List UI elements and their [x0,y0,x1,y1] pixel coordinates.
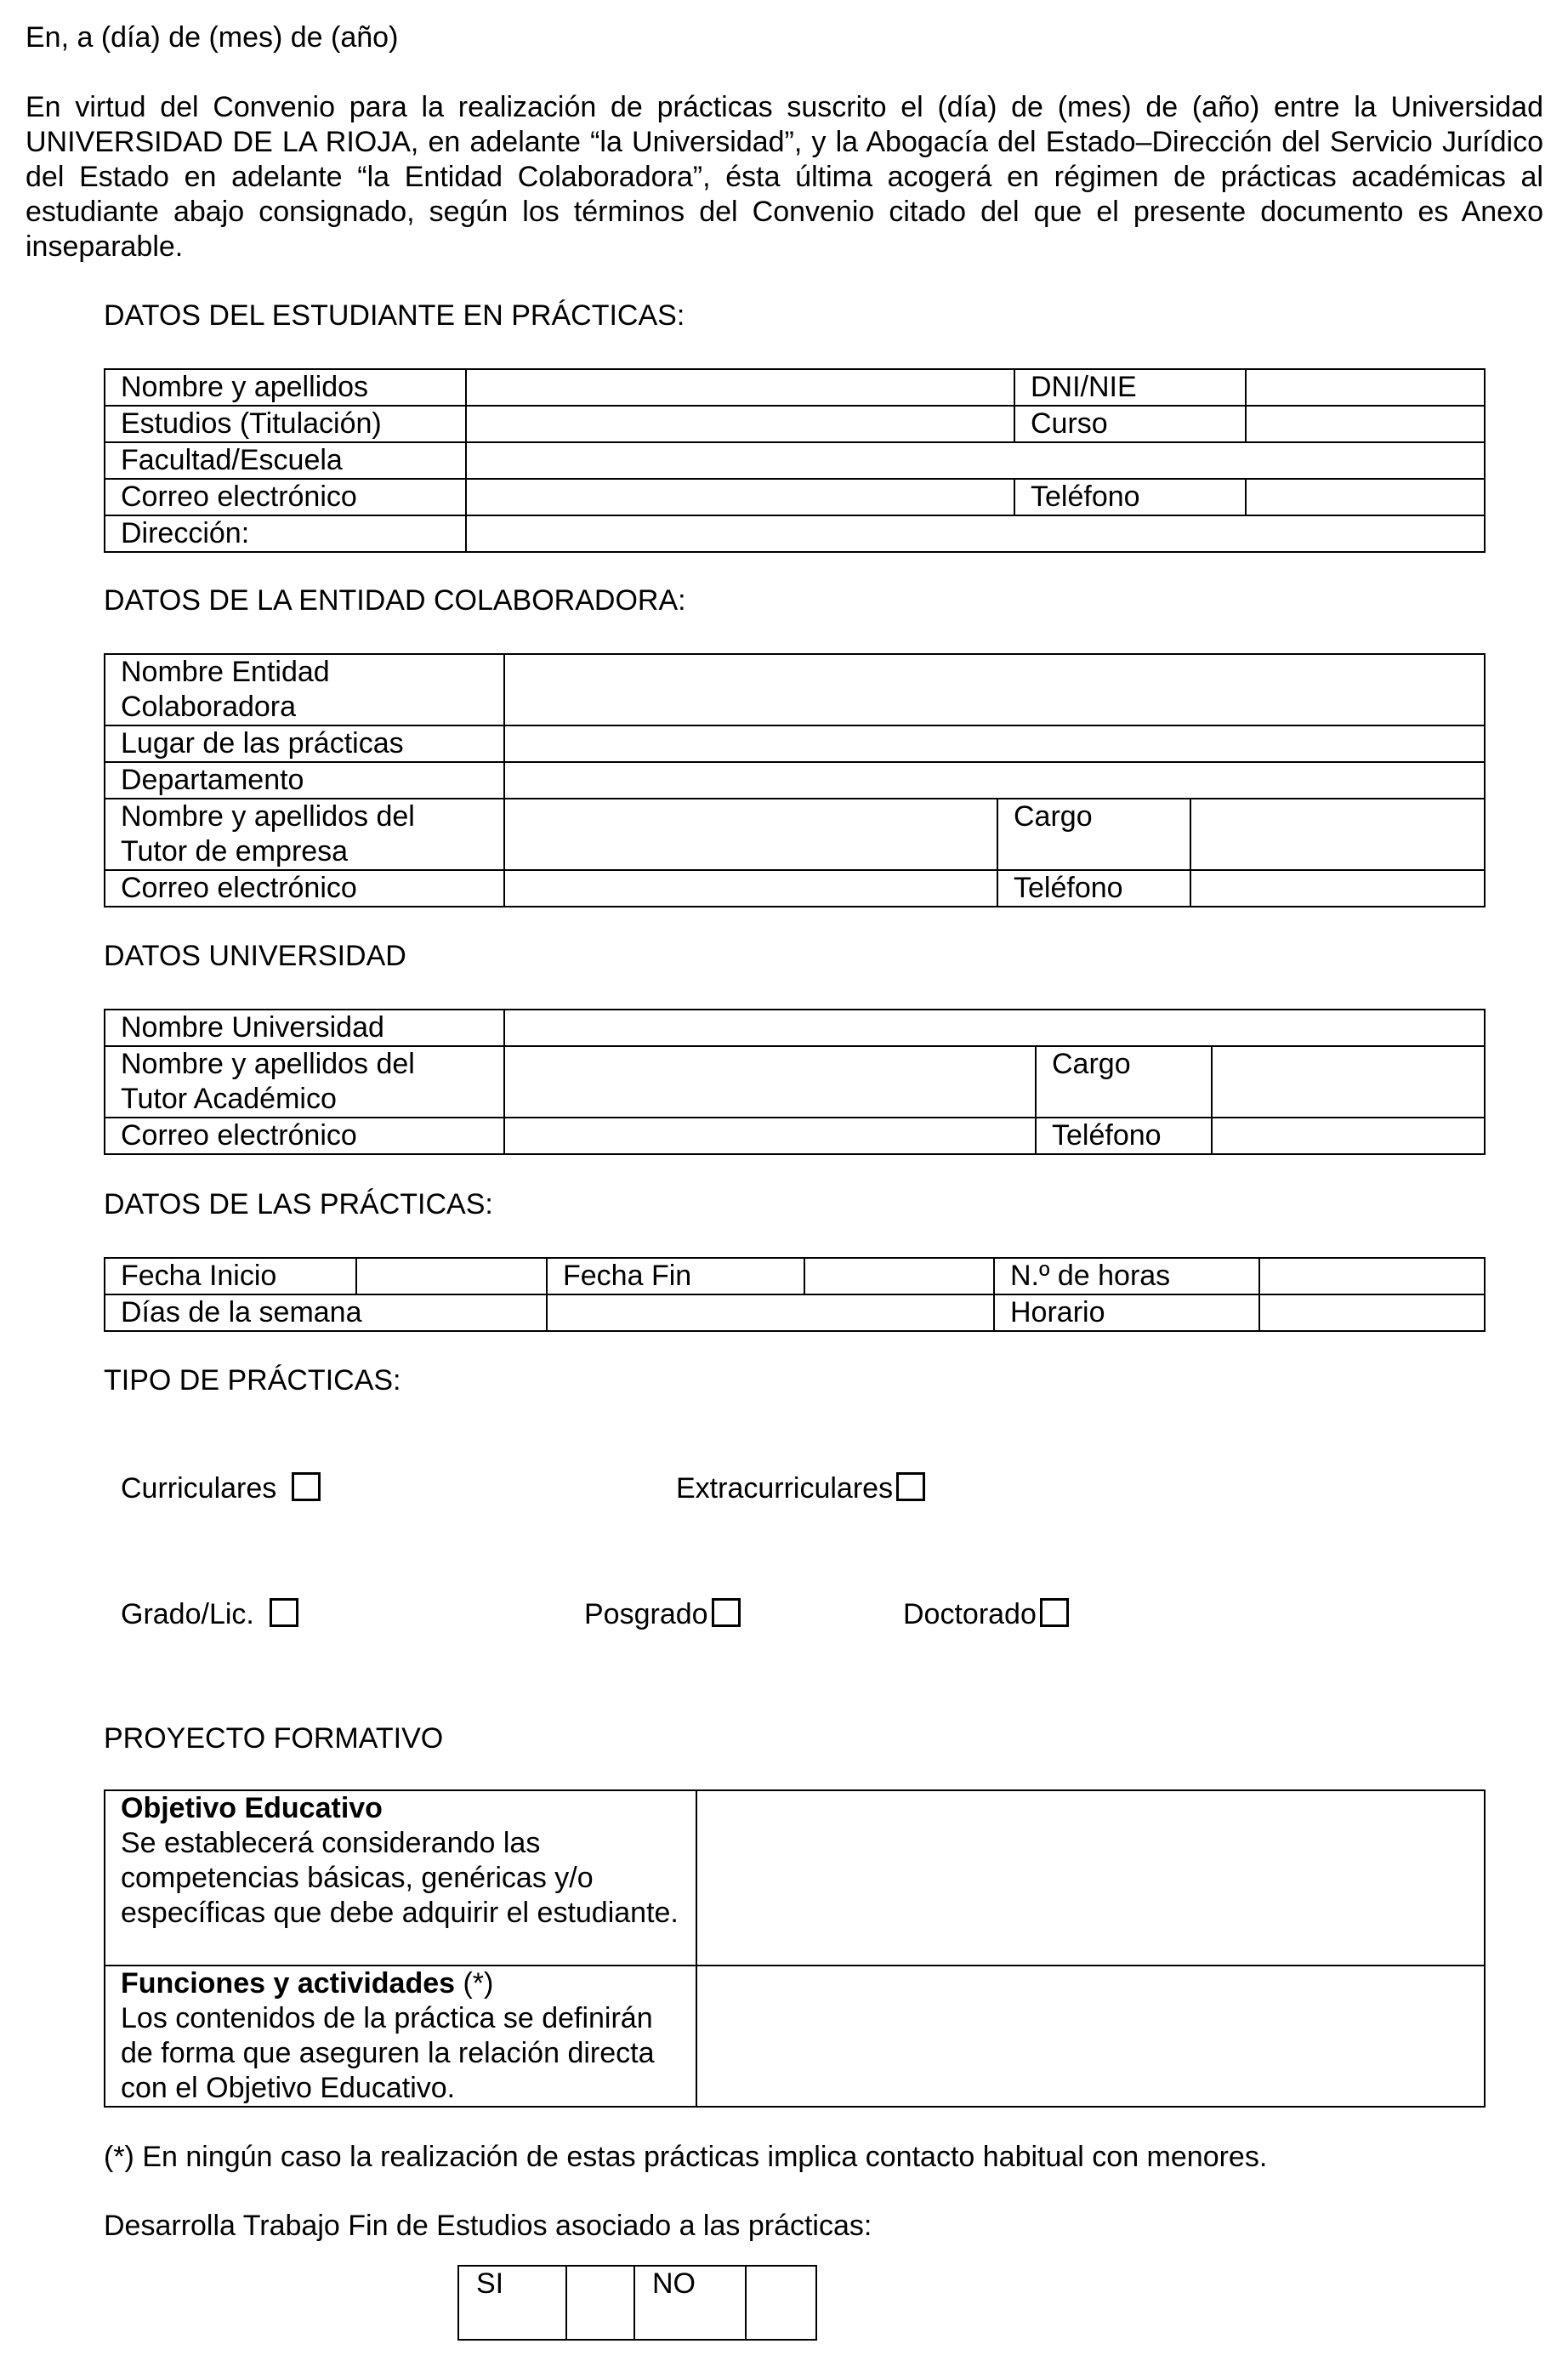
student-email-label: Correo electrónico [105,479,466,515]
weekdays-label: Días de la semana [105,1294,547,1331]
university-email-field[interactable] [504,1118,1036,1154]
objective-cell [105,1790,696,1966]
student-course-label: Curso [1014,406,1246,442]
intro-date-line: En, a (día) de (mes) de (año) [26,21,399,54]
entity-department-field[interactable] [504,762,1485,799]
internship-section-heading: DATOS DE LAS PRÁCTICAS: [104,1188,493,1220]
student-name-label: Nombre y apellidos [105,369,466,406]
entity-tutor-field[interactable] [504,799,997,870]
doctorado-checkbox[interactable] [1040,1598,1069,1627]
university-position-label: Cargo [1036,1046,1212,1118]
schedule-field[interactable] [1259,1294,1485,1331]
tfe-yes-label: SI [458,2266,566,2340]
doctorado-option[interactable] [903,1597,1069,1632]
student-studies-field[interactable] [466,406,1014,442]
extracurricular-option[interactable] [676,1471,925,1506]
posgrado-option[interactable] [584,1597,741,1632]
functions-title: Funciones y actividades (*) [121,1967,494,2000]
functions-description: Los contenidos de la práctica se definirán de forma que aseguren la relación directa con el Objetivo Educativo. [121,2002,655,2104]
entity-name-field[interactable] [504,654,1485,725]
curricular-label: Curriculares [121,1472,277,1505]
university-name-label: Nombre Universidad [105,1010,504,1046]
tfe-question: Desarrolla Trabajo Fin de Estudios asociado a las prácticas: [104,2210,872,2242]
weekdays-field[interactable] [547,1294,994,1331]
entity-name-label: Nombre Entidad Colaboradora [105,654,504,725]
posgrado-label: Posgrado [584,1598,708,1630]
student-table [104,368,1486,553]
type-section-heading: TIPO DE PRÁCTICAS: [104,1364,401,1397]
project-table [104,1789,1486,2108]
curricular-option[interactable] [121,1471,321,1506]
entity-section-heading: DATOS DE LA ENTIDAD COLABORADORA: [104,584,686,617]
functions-field[interactable] [696,1966,1485,2107]
entity-phone-field[interactable] [1190,870,1485,907]
objective-description: Se establecerá considerando las competencias básicas, genéricas y/o específicas que debe adquirir el estudiante. [121,1827,679,1929]
tfe-no-label: NO [634,2266,746,2340]
entity-email-label: Correo electrónico [105,870,504,907]
student-address-field[interactable] [466,515,1485,552]
university-email-label: Correo electrónico [105,1118,504,1154]
intro-paragraph: En virtud del Convenio para la realización de prácticas suscrito el (día) de (mes) de (año) entre la Universidad UNIVERSIDAD DE LA RIOJA, en adelante “la Universidad”, y la Abogacía del Estado–Dirección del Servicio Jurídico del Estado en adelante “la Entidad Colaboradora”, ésta última acogerá en régimen de prácticas académicas al estudiante abajo consignado, según los términos del Convenio citado del que el presente documento es Anexo inseparable. [26,91,1543,263]
university-tutor-field[interactable] [504,1046,1036,1118]
posgrado-checkbox[interactable] [712,1598,741,1627]
objective-title: Objetivo Educativo [121,1792,383,1824]
hours-field[interactable] [1259,1258,1485,1294]
university-phone-field[interactable] [1212,1118,1485,1154]
university-section-heading: DATOS UNIVERSIDAD [104,940,406,972]
student-section-heading: DATOS DEL ESTUDIANTE EN PRÁCTICAS: [104,299,685,332]
student-address-label: Dirección: [105,515,466,552]
extracurricular-checkbox[interactable] [896,1472,925,1501]
entity-place-label: Lugar de las prácticas [105,725,504,762]
student-studies-label: Estudios (Titulación) [105,406,466,442]
student-dni-field[interactable] [1246,369,1485,406]
entity-position-label: Cargo [997,799,1190,870]
grado-checkbox[interactable] [270,1598,298,1627]
end-date-label: Fecha Fin [547,1258,804,1294]
student-dni-label: DNI/NIE [1014,369,1246,406]
end-date-field[interactable] [804,1258,994,1294]
student-phone-label: Teléfono [1014,479,1246,515]
objective-field[interactable] [696,1790,1485,1966]
university-position-field[interactable] [1212,1046,1485,1118]
student-phone-field[interactable] [1246,479,1485,515]
tfe-no-field[interactable] [746,2266,816,2340]
functions-cell [105,1966,696,2107]
start-date-field[interactable] [356,1258,547,1294]
student-faculty-field[interactable] [466,442,1485,479]
university-name-field[interactable] [504,1010,1485,1046]
university-table [104,1009,1486,1155]
internship-table [104,1257,1486,1332]
entity-table [104,653,1486,907]
student-faculty-label: Facultad/Escuela [105,442,466,479]
grado-option[interactable] [121,1597,298,1632]
project-section-heading: PROYECTO FORMATIVO [104,1722,444,1755]
student-course-field[interactable] [1246,406,1485,442]
curricular-checkbox[interactable] [292,1472,321,1501]
entity-position-field[interactable] [1190,799,1485,870]
student-name-field[interactable] [466,369,1014,406]
tfe-table [457,2265,817,2341]
tfe-yes-field[interactable] [566,2266,634,2340]
hours-label: N.º de horas [994,1258,1259,1294]
entity-department-label: Departamento [105,762,504,799]
university-phone-label: Teléfono [1036,1118,1212,1154]
student-email-field[interactable] [466,479,1014,515]
entity-tutor-label: Nombre y apellidos del Tutor de empresa [105,799,504,870]
entity-phone-label: Teléfono [997,870,1190,907]
extracurricular-label: Extracurriculares [676,1472,894,1505]
university-tutor-label: Nombre y apellidos del Tutor Académico [105,1046,504,1118]
start-date-label: Fecha Inicio [105,1258,356,1294]
schedule-label: Horario [994,1294,1259,1331]
entity-email-field[interactable] [504,870,997,907]
entity-place-field[interactable] [504,725,1485,762]
footnote: (*) En ningún caso la realización de estas prácticas implica contacto habitual con menores. [104,2141,1268,2173]
grado-label: Grado/Lic. [121,1598,254,1630]
doctorado-label: Doctorado [903,1598,1037,1630]
